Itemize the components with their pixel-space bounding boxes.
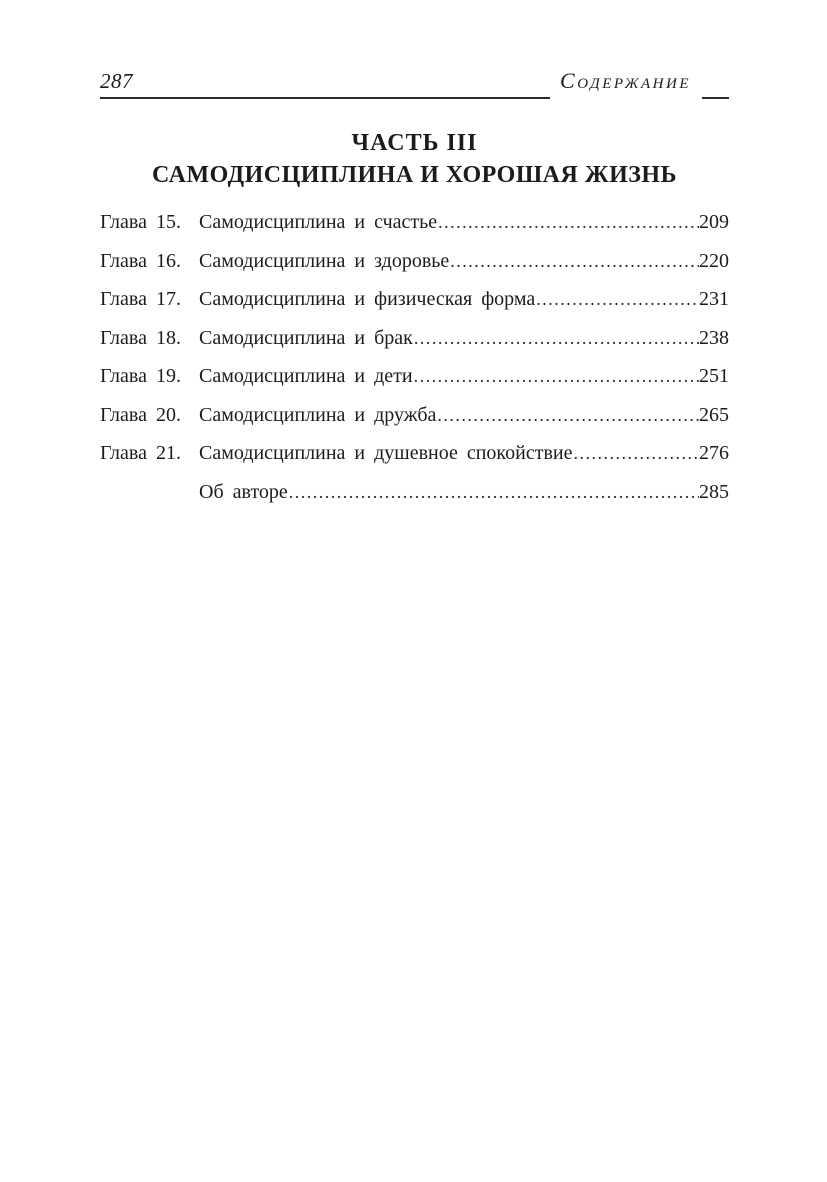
toc-entry: [100, 482, 729, 502]
chapter-title: Самодисциплина и душевное спокойствие: [199, 442, 573, 464]
chapter-label: Глава 17.: [100, 288, 181, 310]
chapter-title: Об авторе: [199, 480, 288, 503]
dot-leader: [536, 289, 699, 309]
chapter-label: Глава 16.: [100, 249, 181, 272]
book-page: [100, 0, 729, 520]
part-label: ЧАСТЬ III: [351, 130, 478, 156]
chapter-title: Самодисциплина и брак: [199, 326, 413, 349]
page-number: 251: [699, 365, 729, 387]
chapter-label: Глава 19.: [100, 365, 181, 387]
chapter-label: Глава 21.: [100, 442, 181, 464]
toc-entry: [100, 289, 729, 309]
toc-entry: [100, 443, 729, 463]
dot-leader: [450, 251, 699, 271]
toc-entry: [100, 405, 729, 425]
chapter-label: Глава 18.: [100, 326, 181, 349]
toc-entry: [100, 328, 729, 348]
part-title: САМОДИСЦИПЛИНА И ХОРОШАЯ ЖИЗНЬ: [152, 162, 677, 188]
page-number: 265: [699, 403, 729, 426]
chapter-title: Самодисциплина и дети: [199, 365, 413, 387]
page-number-folio: 287: [100, 69, 133, 93]
page-header: [100, 68, 729, 99]
toc-entry: [100, 212, 729, 232]
table-of-contents: [100, 212, 729, 502]
dot-leader: [414, 328, 699, 348]
running-title: Содержание: [560, 68, 691, 93]
chapter-title: Самодисциплина и здоровье: [199, 249, 450, 272]
header-rule-short: [702, 97, 729, 99]
page-number: 220: [699, 249, 729, 272]
page-number: 276: [699, 442, 729, 464]
toc-entry: [100, 366, 729, 386]
chapter-label: Глава 20.: [100, 403, 181, 426]
dot-leader: [573, 443, 699, 463]
page-number: 209: [699, 211, 729, 233]
dot-leader: [437, 405, 699, 425]
page-number: 231: [699, 288, 729, 310]
page-number: 285: [699, 480, 729, 503]
page-number: 238: [699, 326, 729, 349]
dot-leader: [414, 366, 699, 386]
toc-entry: [100, 251, 729, 271]
chapter-title: Самодисциплина и счастье: [199, 211, 438, 233]
dot-leader: [438, 212, 699, 232]
chapter-title: Самодисциплина и физическая форма: [199, 288, 536, 310]
chapter-title: Самодисциплина и дружба: [199, 403, 437, 426]
dot-leader: [289, 482, 699, 502]
chapter-label: Глава 15.: [100, 211, 181, 233]
header-rule-long: [100, 69, 550, 99]
